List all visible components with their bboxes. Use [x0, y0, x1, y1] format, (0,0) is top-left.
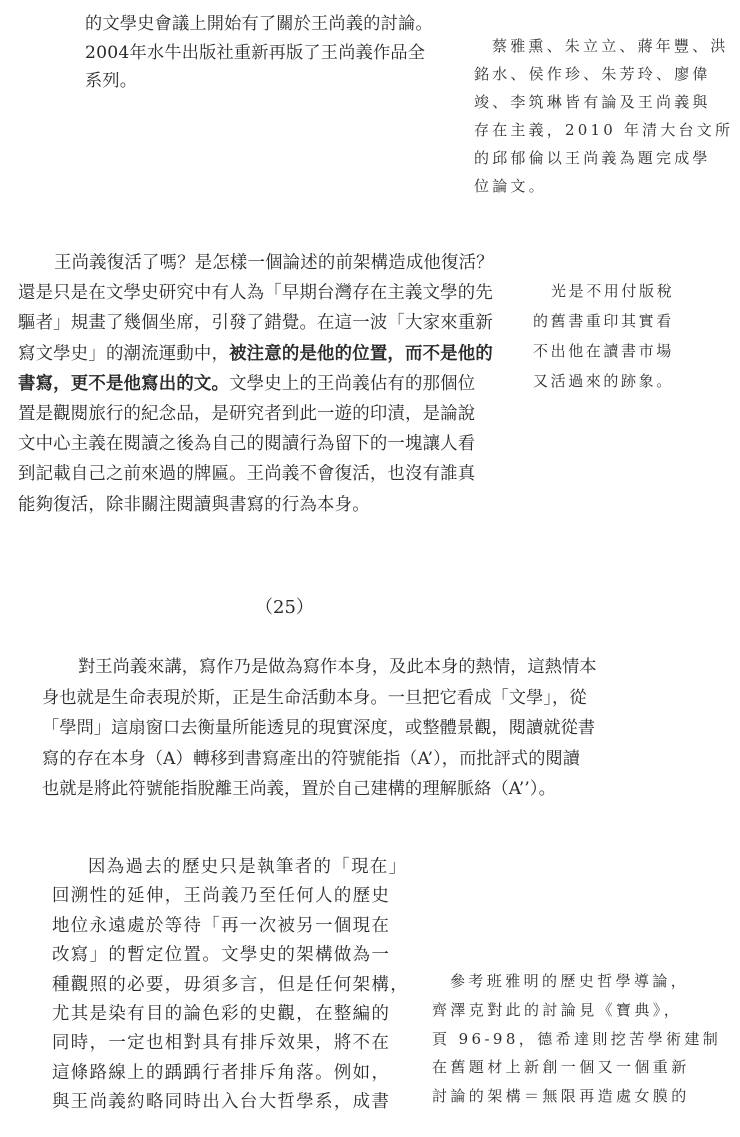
- note-line: 的邱郁倫以王尚義為題完成學: [474, 149, 711, 167]
- note-line: 位論文。: [474, 177, 547, 195]
- text-line: 尤其是染有目的論色彩的史觀，在整編的: [52, 1004, 391, 1025]
- resurrection-paragraph: [18, 248, 494, 520]
- note-line: 存在主義，2010 年清大台文所: [474, 121, 734, 139]
- text-line: 置是觀閱旅行的紀念品，是研究者到此一遊的印漬，是論說: [18, 404, 476, 425]
- text-line: 驅者」規畫了幾個坐席，引發了錯覺。在這一波「大家來重新: [18, 313, 493, 334]
- text-line: 回溯性的延伸，王尚義乃至任何人的歷史: [52, 886, 391, 907]
- emphasis-text: 書寫，更不是他寫出的文。: [18, 373, 230, 394]
- note-line: 又活過來的跡象。: [533, 372, 674, 390]
- text-line: 文中心主義在閱讀之後為自己的閱讀行為留下的一塊讓人看: [18, 434, 476, 455]
- text-line: 也就是將此符號能指脫離王尚義，置於自己建構的理解脈絡（A’’）。: [42, 779, 556, 799]
- margin-note-scholars: [474, 32, 733, 200]
- text-line: 能夠復活，除非關注閱讀與書寫的行為本身。: [18, 494, 370, 515]
- text-line: 還是只是在文學史研究中有人為「早期台灣存在主義文學的先: [18, 283, 493, 304]
- text-line: 同時，一定也相對具有排斥效果，將不在: [52, 1033, 391, 1054]
- text-line: 對王尚義來講，寫作乃是做為寫作本身，及此本身的熱情，這熱情本: [78, 657, 597, 677]
- text-line: 2004年水牛出版社重新再版了王尚義作品全: [85, 42, 426, 63]
- intro-paragraph: [85, 10, 433, 96]
- note-line: 頁 96-98，德希達則挖苦學術建制: [432, 1029, 722, 1048]
- text-line-mixed: [18, 369, 494, 399]
- text-line: 改寫」的暫定位置。文學史的架構做為一: [52, 945, 391, 966]
- note-line: 討論的架構＝無限再造處女膜的: [432, 1087, 690, 1106]
- section-number: （25）: [255, 597, 314, 618]
- note-line: 齊澤克對此的討論見《寶典》，: [432, 1000, 683, 1019]
- text-line: 種觀照的必要，毋須多言，但是任何架構，: [52, 974, 410, 995]
- text-line: 到記載自己之前來過的牌匾。王尚義不會復活，也沒有誰真: [18, 464, 476, 485]
- text-line: 寫的存在本身（A）轉移到書寫產出的符號能指（A’），而批評式的閱讀: [42, 748, 581, 769]
- history-paragraph: [52, 853, 409, 1118]
- note-line: 蔡雅熏、朱立立、蔣年豐、洪: [492, 37, 729, 55]
- note-line: 在舊題材上新創一個又一個重新: [432, 1058, 690, 1077]
- note-line: 光是不用付版稅: [551, 282, 675, 300]
- margin-note-royalties: [533, 276, 674, 396]
- note-line: 不出他在讀書市場: [533, 342, 674, 360]
- emphasis-text: 被注意的是他的位置，而不是他的: [229, 343, 493, 364]
- text-line: 身也就是生命表現於斯，正是生命活動本身。一旦把它看成「文學」，從: [42, 687, 587, 708]
- note-line: 銘水、侯作珍、朱芳玲、廖偉: [474, 65, 711, 83]
- margin-note-benjamin: [432, 967, 721, 1111]
- writing-paragraph: [42, 652, 597, 805]
- note-line: 參考班雅明的歷史哲學導論，: [450, 972, 690, 990]
- text-line: 因為過去的歷史只是執筆者的「現在」: [88, 857, 408, 877]
- text-segment: 文學史上的王尚義佔有的那個位: [229, 373, 476, 394]
- text-line: 「學問」這扇窗口去衡量所能透見的現實深度，或整體景觀，閱讀就從書: [42, 718, 596, 738]
- text-line: 這條路線上的踽踽行者排斥角落。例如，: [52, 1062, 391, 1083]
- text-line: 的文學史會議上開始有了關於王尚義的討論。: [85, 14, 433, 34]
- text-line: 與王尚義約略同時出入台大哲學系，成書: [52, 1092, 391, 1113]
- text-line: 系列。: [85, 71, 138, 92]
- text-segment: 寫文學史」的潮流運動中，: [18, 343, 230, 364]
- text-line: 王尚義復活了嗎？是怎樣一個論述的前架構造成他復活？: [54, 253, 494, 273]
- note-line: 竣、李筑琳皆有論及王尚義與: [474, 93, 711, 111]
- text-line-mixed: [18, 339, 494, 369]
- text-line: 地位永遠處於等待「再一次被另一個現在: [52, 915, 391, 936]
- note-line: 的舊書重印其實看: [533, 312, 674, 330]
